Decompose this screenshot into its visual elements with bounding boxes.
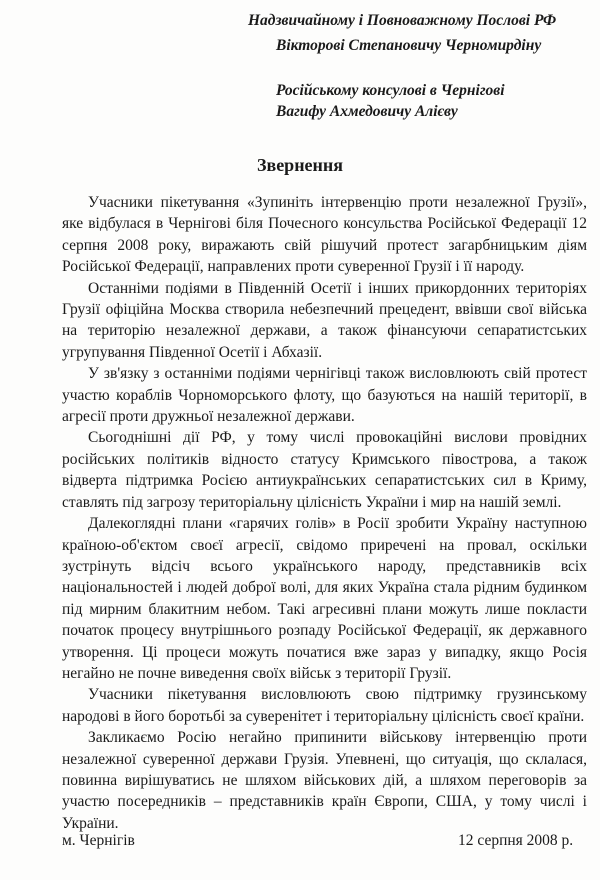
document-title: Звернення bbox=[256, 155, 344, 175]
footer-place: м. Чернігів bbox=[62, 832, 135, 849]
addressee-1-name: Вікторові Степановичу Черномирдіну bbox=[276, 37, 542, 54]
addressee-2-name: Вагифу Ахмедовичу Алієву bbox=[276, 103, 458, 120]
paragraph: Сьогоднішні дії РФ, у тому числі провокаційні вислови провідних російських політиків відносто статусу Кримського півострова, а також відверта підтримка Росією антиукраїнських сепаратистських сил в Криму, ставлять під загрозу територіальну цілісність України і мир на нашій землі. bbox=[62, 429, 587, 511]
footer-date: 12 серпня 2008 р. bbox=[458, 832, 574, 849]
paragraph: Учасники пікетування висловлюють свою підтримку грузинському народові в його боротьбі за суверенітет і територіальну цілісність своєї країни. bbox=[62, 686, 587, 725]
paragraph: Останніми подіями в Південній Осетії і інших прикордонних територіях Грузії офіційна Москва створила небезпечний прецедент, ввівши свої війська на територію незалежної держави, а також фінансуючи сепаратистських угрупування Південної Осетії і Абхазії. bbox=[62, 279, 587, 361]
paragraph: Закликаємо Росію негайно припинити військову інтервенцію проти незалежної суверенної держави Грузія. Упевнені, що ситуація, що склалася, повинна вирішуватись не шляхом військових дій, а шляхом переговорів за участю посередників – представників країн Європи, США, у тому числі і України. bbox=[62, 729, 587, 832]
addressee-2-title: Російському консулові в Чернігові bbox=[276, 82, 505, 99]
addressee-1-title: Надзвичайному і Повноважному Послові РФ bbox=[248, 12, 557, 29]
paragraph: Далекоглядні плани «гарячих голів» в Росії зробити Україну наступною країною-об'єктом своєї агресії, свідомо приречені на провал, оскільки зустрінуть відсіч всього українського народу, представників всіх національностей і людей доброї волі, для яких Україна стала рідним будинком під мирним блакитним небом. Такі агресивні плани можуть лише покласти початок процесу внутрішнього розпаду Російської Федерації, як державного утворення. Ці процеси можуть початися вже зараз у випадку, якщо Росія негайно не почне виведення своїх військ з території Грузії. bbox=[62, 515, 587, 682]
paragraph: Учасники пікетування «Зупиніть інтервенцію проти незалежної Грузії», яке відбулася в Чернігові біля Почесного консульства Російської Федерації 12 серпня 2008 року, виражають свій рішучий протест загарбницьким діям Російської Федерації, направлених проти суверенної Грузії і її народу. bbox=[62, 194, 587, 276]
document-body bbox=[62, 192, 587, 834]
paragraph: У зв'язку з останніми подіями чернігівці також висловлюють свій протест участю кораблів Чорноморського флоту, що базуються на нашій території, в агресії проти дружньої незалежної держави. bbox=[62, 365, 587, 426]
